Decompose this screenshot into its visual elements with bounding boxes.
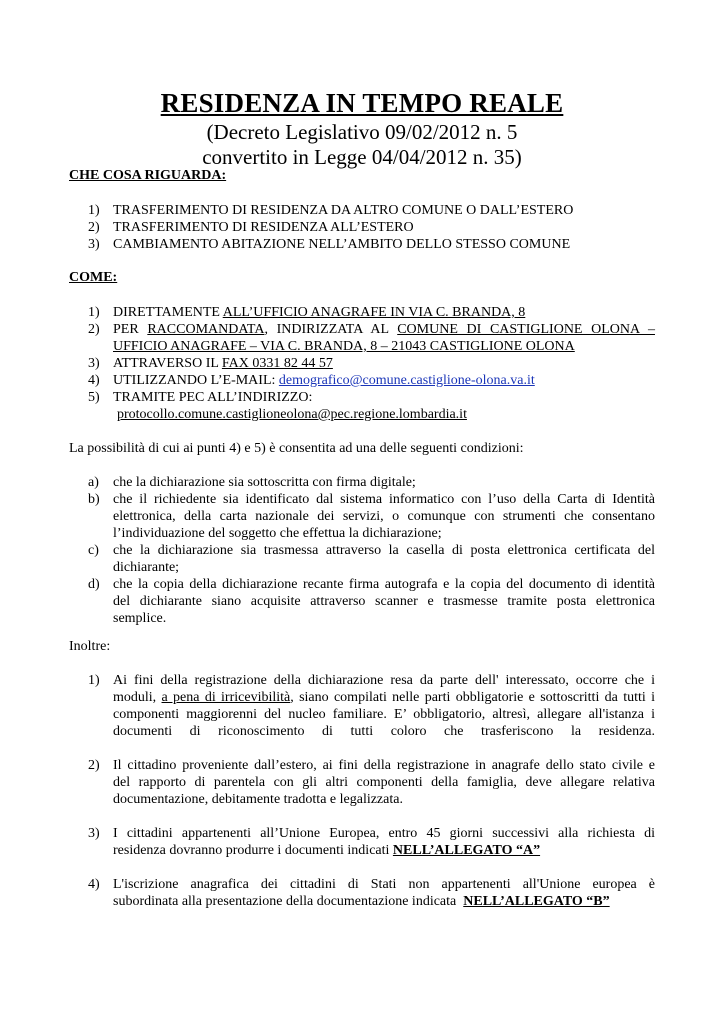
condition-label: a) — [88, 475, 99, 490]
annex-b-reference: NELL’ALLEGATO “B” — [463, 894, 610, 909]
condition-text: che la dichiarazione sia sottoscritta con firma digitale; — [113, 475, 416, 490]
list-number: 1) — [88, 673, 100, 688]
list-number: 1) — [88, 305, 100, 320]
annex-a-reference: NELL’ALLEGATO “A” — [392, 843, 541, 858]
list-item-fax: ATTRAVERSO IL FAX 0331 82 44 57 — [113, 356, 333, 371]
paragraph-line: documenti di riconoscimento di tutti coloro che trasferiscono la residenza. — [113, 724, 655, 739]
paragraph-line: Ai fini della registrazione della dichiarazione resa da parte dell' interessato, occorre che i — [113, 673, 655, 688]
condition-text: elettronica, della carta nazionale dei servizi, o comunque con strumenti che consentano — [113, 509, 655, 524]
list-number: 3) — [88, 237, 100, 252]
paragraph-line: Il cittadino proveniente dall’estero, ai fini della registrazione in anagrafe dello stato civile e — [113, 758, 655, 773]
section-heading-how: COME: — [69, 270, 118, 285]
list-item: TRASFERIMENTO DI RESIDENZA ALL’ESTERO — [113, 220, 414, 235]
condition-text: del dichiarante siano acquisite attraverso scanner e trasmesse tramite posta elettronica — [113, 594, 655, 609]
list-number: 3) — [88, 826, 100, 841]
list-number: 4) — [88, 373, 100, 388]
condition-text: che il richiedente sia identificato dal sistema informatico con l’uso della Carta di Identità — [113, 492, 655, 507]
list-number: 2) — [88, 220, 100, 235]
condition-text: che la copia della dichiarazione recante firma autografa e la copia del documento di identità — [113, 577, 655, 592]
subtitle-law: convertito in Legge 04/04/2012 n. 35) — [202, 145, 522, 169]
list-item-pec: TRAMITE PEC ALL’INDIRIZZO: — [113, 390, 313, 405]
office-address: ALL’UFFICIO ANAGRAFE IN VIA C. BRANDA, 8 — [222, 305, 526, 320]
list-item-office: DIRETTAMENTE ALL’UFFICIO ANAGRAFE IN VIA C. BRANDA, 8 — [113, 305, 526, 320]
list-number: 1) — [88, 203, 100, 218]
condition-label: d) — [88, 577, 100, 592]
document-title: RESIDENZA IN TEMPO REALE — [160, 88, 564, 118]
subtitle-decree: (Decreto Legislativo 09/02/2012 n. 5 — [206, 120, 518, 144]
email-link[interactable]: demografico@comune.castiglione-olona.va.it — [278, 373, 535, 388]
paragraph-line: moduli, a pena di irricevibilità, siano compilati nelle parti obbligatorie e sottoscritti da tutti i — [113, 690, 656, 705]
condition-label: b) — [88, 492, 100, 507]
section-heading-what: CHE COSA RIGUARDA: — [69, 168, 227, 183]
paragraph-line: L'iscrizione anagrafica dei cittadini di Stati non appartenenti all'Unione europea è — [113, 877, 655, 892]
paragraph-line: I cittadini appartenenti all’Unione Europea, entro 45 giorni successivi alla richiesta di — [113, 826, 655, 841]
list-number: 3) — [88, 356, 100, 371]
conditions-intro: La possibilità di cui ai punti 4) e 5) è consentita ad una delle seguenti condizioni: — [69, 441, 524, 456]
paragraph-line: residenza dovranno produrre i documenti indicati NELL’ALLEGATO “A” — [113, 843, 541, 858]
list-number: 5) — [88, 390, 100, 405]
condition-text: l’individuazione del soggetto che effettua la dichiarazione; — [113, 526, 442, 541]
list-number: 2) — [88, 322, 100, 337]
inoltre-heading: Inoltre: — [69, 639, 111, 654]
list-item-email: UTILIZZANDO L’E-MAIL: demografico@comune.castiglione-olona.va.it — [113, 373, 535, 388]
condition-text: che la dichiarazione sia trasmessa attraverso la casella di posta elettronica certificata del — [113, 543, 655, 558]
list-number: 2) — [88, 758, 100, 773]
condition-text: semplice. — [113, 611, 167, 626]
paragraph-line: del rapporto di parentela con gli altri componenti della famiglia, deve allegare relativa — [113, 775, 655, 790]
paragraph-line: componenti maggiorenni del nucleo familiare. E’ obbligatorio, altresì, allegare all'istanza i — [113, 707, 655, 722]
condition-text: dichiarante; — [113, 560, 180, 575]
condition-label: c) — [88, 543, 99, 558]
list-item: CAMBIAMENTO ABITAZIONE NELL’AMBITO DELLO STESSO COMUNE — [113, 237, 571, 252]
mail-address: UFFICIO ANAGRAFE – VIA C. BRANDA, 8 – 21043 CASTIGLIONE OLONA — [113, 339, 575, 354]
list-number: 4) — [88, 877, 100, 892]
list-item-mail: PER RACCOMANDATA, INDIRIZZATA AL COMUNE DI CASTIGLIONE OLONA – — [113, 322, 655, 337]
paragraph-line: subordinata alla presentazione della documentazione indicata NELL’ALLEGATO “B” — [113, 894, 610, 909]
paragraph-line: documentazione, debitamente tradotta e legalizzata. — [113, 792, 403, 807]
pec-address: protocollo.comune.castiglioneolona@pec.regione.lombardia.it — [117, 407, 467, 422]
list-item: TRASFERIMENTO DI RESIDENZA DA ALTRO COMUNE O DALL’ESTERO — [113, 203, 574, 218]
